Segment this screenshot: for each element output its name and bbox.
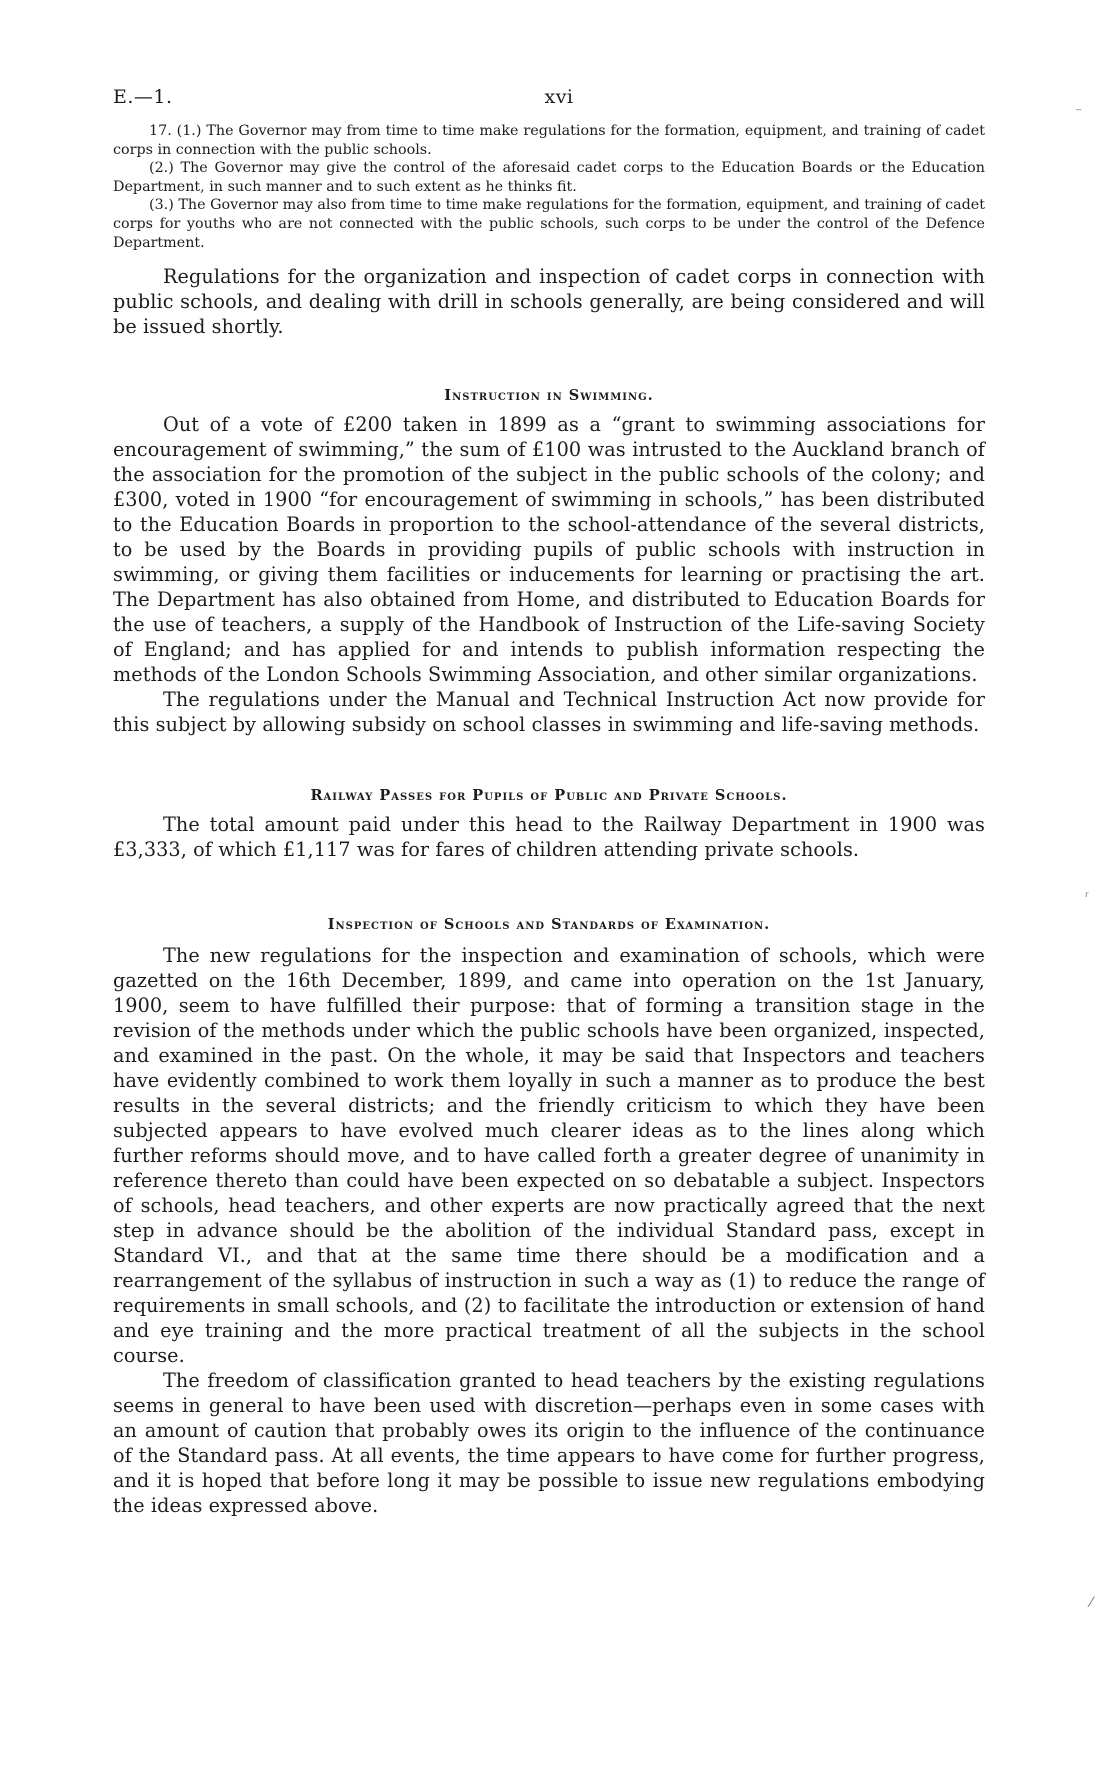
railway-paragraph: The total amount paid under this head to the Railway Department in 1900 was £3,333, of which £1,117 was for fares of children attending private schools. <box>113 813 985 862</box>
swimming-paragraph: Out of a vote of £200 taken in 1899 as a “grant to swimming associations for encouragement of swimming,” the sum of £100 was intrusted to the Auckland branch of the association for the promotion of the subject in the public schools of the colony; and £300, voted in 1900 “for encouragement of swimming in schools,” has been distributed to the Education Boards in proportion to the school-attendance of the several districts, to be used by the Boards in providing pupils of public schools with instruction in swimming, or giving them facilities or inducements for learning or practising the art. The Department has also obtained from Home, and distributed to Education Boards for the use of teachers, a supply of the Handbook of Instruction of the Life-saving Society of England; and has applied for and intends to publish information respecting the methods of the London Schools Swimming Association, and other similar organizations. <box>113 413 985 687</box>
act-clauses <box>113 122 985 252</box>
section-heading-swimming: Instruction in Swimming. <box>444 387 654 405</box>
act-clause: (2.) The Governor may give the control of the aforesaid cadet corps to the Education Boards or the Education Department, in such manner and to such extent as he thinks fit. <box>113 160 985 195</box>
margin-mark: ⁻ <box>1075 105 1083 121</box>
margin-mark: ᵣ <box>1085 885 1089 901</box>
page-number: xvi <box>544 86 574 108</box>
inspection-paragraph: The freedom of classification granted to head teachers by the existing regulations seems in general to have been used with discretion—perhaps even in some cases with an amount of caution that probably owes its origin to the influence of the continuance of the Standard pass. At all events, the time appears to have come for further progress, and it is hoped that before long it may be possible to issue new regulations embodying the ideas expressed above. <box>113 1369 985 1518</box>
act-clause: 17. (1.) The Governor may from time to time make regulations for the formation, equipment, and training of cadet corps in connection with the public schools. <box>113 123 985 158</box>
section-heading-railway: Railway Passes for Pupils of Public and Private Schools. <box>310 787 788 805</box>
document-page <box>113 86 985 1518</box>
section-heading-inspection: Inspection of Schools and Standards of Examination. <box>327 916 771 934</box>
inspection-paragraph: The new regulations for the inspection and examination of schools, which were gazetted on the 16th December, 1899, and came into operation on the 1st January, 1900, seem to have fulfilled their purpose: that of forming a transition stage in the revision of the methods under which the public schools have been organized, inspected, and examined in the past. On the whole, it may be said that Inspectors and teachers have evidently combined to work them loyally in such a manner as to produce the best results in the several districts; and the friendly criticism to which they have been subjected appears to have evolved much clearer ideas as to the lines along which further reforms should move, and to have called forth a greater degree of unanimity in reference thereto than could have been expected on so debatable a subject. Inspectors of schools, head teachers, and other experts are now practically agreed that the next step in advance should be the abolition of the individual Standard pass, except in Standard VI., and that at the same time there should be a modification and a rearrangement of the syllabus of instruction in such a way as (1) to reduce the range of requirements in small schools, and (2) to facilitate the introduction or extension of hand and eye training and the more practical treatment of all the subjects in the school course. <box>113 944 985 1368</box>
swimming-paragraph: The regulations under the Manual and Technical Instruction Act now provide for this subject by allowing subsidy on school classes in swimming and life-saving methods. <box>113 688 985 737</box>
cadet-paragraph: Regulations for the organization and inspection of cadet corps in connection with public schools, and dealing with drill in schools generally, are being considered and will be issued shortly. <box>113 265 985 339</box>
margin-mark: ⁄ <box>1090 1595 1093 1611</box>
document-reference: E.—1. <box>113 86 173 108</box>
act-clause: (3.) The Governor may also from time to time make regulations for the formation, equipment, and training of cadet corps for youths who are not connected with the public schools, such corps to be under the control of the Defence Department. <box>113 197 985 251</box>
page-header <box>113 86 985 120</box>
